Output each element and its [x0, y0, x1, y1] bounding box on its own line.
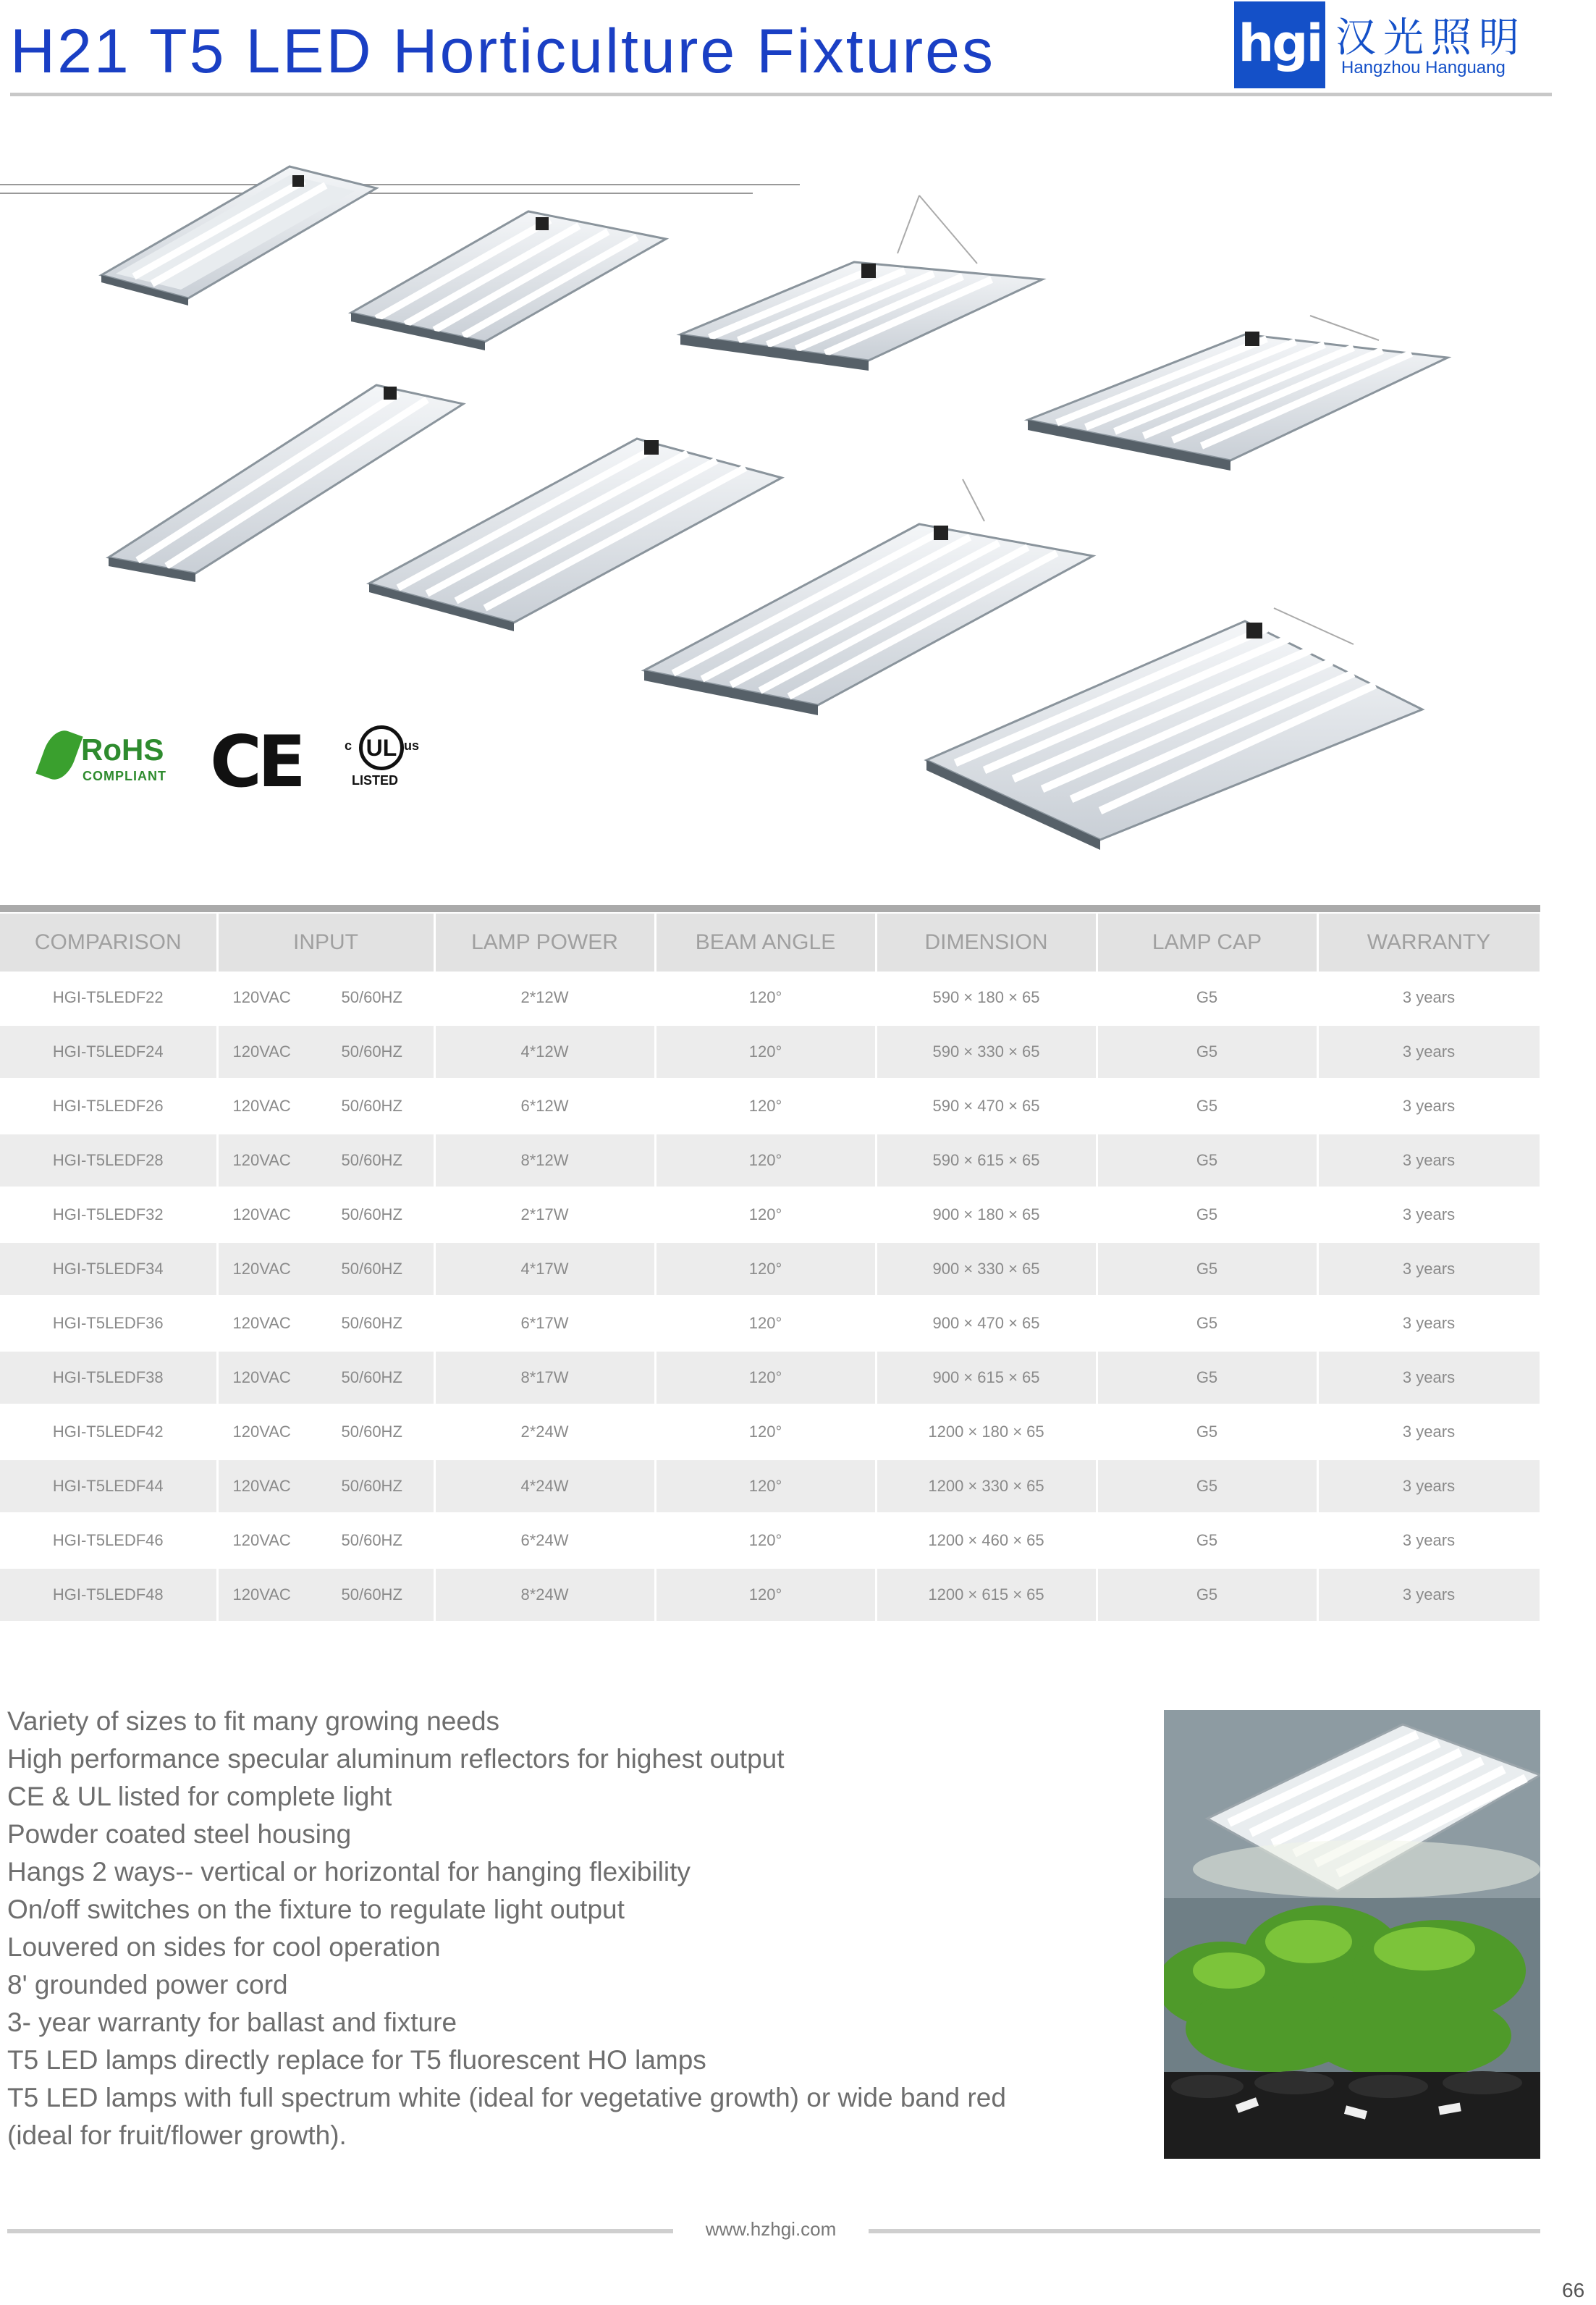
lamp-cap-cell: G5 [1097, 1242, 1317, 1297]
feature-item: 3- year warranty for ballast and fixture [7, 2007, 457, 2037]
input-frequency: 50/60HZ [341, 1531, 402, 1549]
lamp-power-cell: 4*12W [434, 1025, 655, 1079]
feature-item: On/off switches on the fixture to regulate light output [7, 1895, 625, 1924]
dimension-cell: 1200 × 330 × 65 [876, 1459, 1097, 1514]
warranty-cell: 3 years [1317, 1242, 1540, 1297]
grow-room-photo [1164, 1710, 1540, 2159]
warranty-cell: 3 years [1317, 1514, 1540, 1568]
logo-mark: hgi [1234, 1, 1325, 88]
fixture-4-lamp-long [369, 439, 782, 631]
input-cell [217, 972, 434, 1025]
dimension-cell: 1200 × 180 × 65 [876, 1405, 1097, 1459]
dimension-cell: 900 × 615 × 65 [876, 1351, 1097, 1405]
warranty-cell: 3 years [1317, 1351, 1540, 1405]
lamp-power-cell: 8*24W [434, 1568, 655, 1622]
input-voltage: 120VAC [232, 1585, 291, 1604]
header-beam-angle: BEAM ANGLE [655, 914, 876, 972]
table-row [0, 1297, 1540, 1351]
warranty-cell: 3 years [1317, 1459, 1540, 1514]
feature-item: Hangs 2 ways-- vertical or horizontal for hanging flexibility [7, 1857, 691, 1887]
input-voltage: 120VAC [232, 1260, 291, 1278]
dimension-cell: 590 × 470 × 65 [876, 1079, 1097, 1134]
input-frequency: 50/60HZ [341, 1423, 402, 1441]
input-voltage: 120VAC [232, 988, 291, 1006]
input-cell [217, 1297, 434, 1351]
warranty-cell: 3 years [1317, 1568, 1540, 1622]
table-row [0, 1134, 1540, 1188]
feature-item: (ideal for fruit/flower growth). [7, 2120, 347, 2150]
fixture-6-lamp [680, 195, 1042, 371]
dimension-cell: 590 × 180 × 65 [876, 972, 1097, 1025]
lamp-power-cell: 6*17W [434, 1297, 655, 1351]
beam-angle-cell: 120° [655, 1134, 876, 1188]
lamp-cap-cell: G5 [1097, 1459, 1317, 1514]
table-divider [0, 905, 1540, 912]
rohs-sublabel: COMPLIANT [83, 769, 166, 783]
page-number: 66 [1562, 2279, 1585, 2301]
lamp-power-cell: 6*24W [434, 1514, 655, 1568]
fixture-2-lamp [101, 167, 376, 305]
beam-angle-cell: 120° [655, 1242, 876, 1297]
input-voltage: 120VAC [232, 1423, 291, 1441]
input-voltage: 120VAC [232, 1314, 291, 1332]
feature-item: CE & UL listed for complete light [7, 1782, 392, 1811]
table-row [0, 1351, 1540, 1405]
feature-item: T5 LED lamps with full spectrum white (ideal for vegetative growth) or wide band red [7, 2083, 1006, 2112]
lamp-cap-cell: G5 [1097, 1188, 1317, 1242]
model-cell: HGI-T5LEDF28 [0, 1134, 217, 1188]
lamp-cap-cell: G5 [1097, 1568, 1317, 1622]
header-dimension: DIMENSION [876, 914, 1097, 972]
ul-listed-label: LISTED [352, 773, 399, 788]
input-cell [217, 1025, 434, 1079]
warranty-cell: 3 years [1317, 972, 1540, 1025]
input-cell [217, 1459, 434, 1514]
warranty-cell: 3 years [1317, 1297, 1540, 1351]
beam-angle-cell: 120° [655, 1459, 876, 1514]
lamp-cap-cell: G5 [1097, 1134, 1317, 1188]
input-cell [217, 1568, 434, 1622]
lamp-cap-cell: G5 [1097, 1079, 1317, 1134]
beam-angle-cell: 120° [655, 1405, 876, 1459]
dimension-cell: 590 × 615 × 65 [876, 1134, 1097, 1188]
input-frequency: 50/60HZ [341, 1205, 402, 1223]
dimension-cell: 590 × 330 × 65 [876, 1025, 1097, 1079]
input-cell [217, 1405, 434, 1459]
dimension-cell: 1200 × 615 × 65 [876, 1568, 1097, 1622]
feature-item: 8' grounded power cord [7, 1970, 288, 2000]
feature-item: Variety of sizes to fit many growing needs [7, 1706, 500, 1736]
ul-listed-mark [342, 725, 421, 791]
model-cell: HGI-T5LEDF48 [0, 1568, 217, 1622]
feature-item: T5 LED lamps directly replace for T5 fluorescent HO lamps [7, 2045, 706, 2075]
table-row [0, 972, 1540, 1025]
feature-item: Powder coated steel housing [7, 1819, 352, 1849]
input-voltage: 120VAC [232, 1477, 291, 1495]
input-voltage: 120VAC [232, 1205, 291, 1223]
feature-item: Louvered on sides for cool operation [7, 1932, 441, 1962]
ul-c-label: c [345, 738, 352, 753]
features-list [7, 1703, 1136, 2154]
model-cell: HGI-T5LEDF24 [0, 1025, 217, 1079]
input-frequency: 50/60HZ [341, 1368, 402, 1386]
input-voltage: 120VAC [232, 1042, 291, 1061]
input-frequency: 50/60HZ [341, 1585, 402, 1604]
beam-angle-cell: 120° [655, 1568, 876, 1622]
dimension-cell: 900 × 330 × 65 [876, 1242, 1097, 1297]
beam-angle-cell: 120° [655, 1025, 876, 1079]
dimension-cell: 1200 × 460 × 65 [876, 1514, 1097, 1568]
model-cell: HGI-T5LEDF46 [0, 1514, 217, 1568]
model-cell: HGI-T5LEDF36 [0, 1297, 217, 1351]
feature-item: High performance specular aluminum reflectors for highest output [7, 1744, 785, 1774]
dimension-cell: 900 × 470 × 65 [876, 1297, 1097, 1351]
footer-url[interactable]: www.hzhgi.com [705, 2218, 837, 2240]
leaf-icon [35, 726, 83, 785]
ul-logo: UL [359, 725, 404, 770]
warranty-cell: 3 years [1317, 1079, 1540, 1134]
lamp-cap-cell: G5 [1097, 1025, 1317, 1079]
input-frequency: 50/60HZ [341, 1260, 402, 1278]
table-row [0, 1568, 1540, 1622]
footer-rule-left [7, 2229, 673, 2233]
lamp-cap-cell: G5 [1097, 1405, 1317, 1459]
beam-angle-cell: 120° [655, 1079, 876, 1134]
input-frequency: 50/60HZ [341, 988, 402, 1006]
lamp-power-cell: 4*24W [434, 1459, 655, 1514]
input-frequency: 50/60HZ [341, 1042, 402, 1061]
input-voltage: 120VAC [232, 1531, 291, 1549]
lamp-cap-cell: G5 [1097, 972, 1317, 1025]
ul-us-label: us [404, 738, 420, 753]
header-comparison: COMPARISON [0, 914, 217, 972]
table-header-row [0, 914, 1540, 972]
brand-logo [1234, 0, 1527, 88]
beam-angle-cell: 120° [655, 1188, 876, 1242]
table-row [0, 1188, 1540, 1242]
logo-chinese-name: 汉光照明 [1335, 14, 1527, 62]
input-frequency: 50/60HZ [341, 1477, 402, 1495]
beam-angle-cell: 120° [655, 1297, 876, 1351]
table-row [0, 1405, 1540, 1459]
page-title: H21 T5 LED Horticulture Fixtures [10, 17, 995, 86]
rohs-label: RoHS [81, 733, 164, 767]
input-cell [217, 1242, 434, 1297]
model-cell: HGI-T5LEDF22 [0, 972, 217, 1025]
input-cell [217, 1188, 434, 1242]
spec-table [0, 914, 1542, 1623]
model-cell: HGI-T5LEDF34 [0, 1242, 217, 1297]
header-lamp-cap: LAMP CAP [1097, 914, 1317, 972]
lamp-cap-cell: G5 [1097, 1514, 1317, 1568]
input-cell [217, 1514, 434, 1568]
beam-angle-cell: 120° [655, 1514, 876, 1568]
footer-rule-right [869, 2229, 1540, 2233]
lamp-power-cell: 4*17W [434, 1242, 655, 1297]
input-cell [217, 1134, 434, 1188]
input-cell [217, 1351, 434, 1405]
fixture-4-lamp [351, 211, 666, 350]
header-warranty: WARRANTY [1317, 914, 1540, 972]
lamp-power-cell: 2*17W [434, 1188, 655, 1242]
input-voltage: 120VAC [232, 1097, 291, 1115]
ce-mark: CE [210, 721, 302, 804]
dimension-cell: 900 × 180 × 65 [876, 1188, 1097, 1242]
lamp-power-cell: 8*12W [434, 1134, 655, 1188]
lamp-power-cell: 2*24W [434, 1405, 655, 1459]
table-row [0, 1514, 1540, 1568]
table-row [0, 1079, 1540, 1134]
model-cell: HGI-T5LEDF26 [0, 1079, 217, 1134]
lamp-power-cell: 8*17W [434, 1351, 655, 1405]
lamp-cap-cell: G5 [1097, 1297, 1317, 1351]
lamp-power-cell: 2*12W [434, 972, 655, 1025]
warranty-cell: 3 years [1317, 1405, 1540, 1459]
input-frequency: 50/60HZ [341, 1151, 402, 1169]
header-input: INPUT [217, 914, 434, 972]
header-lamp-power: LAMP POWER [434, 914, 655, 972]
lamp-cap-cell: G5 [1097, 1351, 1317, 1405]
table-row [0, 1242, 1540, 1297]
input-cell [217, 1079, 434, 1134]
input-frequency: 50/60HZ [341, 1314, 402, 1332]
input-voltage: 120VAC [232, 1368, 291, 1386]
warranty-cell: 3 years [1317, 1025, 1540, 1079]
warranty-cell: 3 years [1317, 1188, 1540, 1242]
warranty-cell: 3 years [1317, 1134, 1540, 1188]
model-cell: HGI-T5LEDF32 [0, 1188, 217, 1242]
table-row [0, 1025, 1540, 1079]
beam-angle-cell: 120° [655, 972, 876, 1025]
fixture-8-lamp [1028, 316, 1448, 471]
fixture-2-lamp-long [109, 385, 463, 582]
beam-angle-cell: 120° [655, 1351, 876, 1405]
fixture-8-lamp-long [926, 608, 1422, 850]
rohs-badge [43, 724, 188, 789]
model-cell: HGI-T5LEDF38 [0, 1351, 217, 1405]
title-divider [10, 93, 1552, 96]
table-row [0, 1459, 1540, 1514]
input-voltage: 120VAC [232, 1151, 291, 1169]
model-cell: HGI-T5LEDF44 [0, 1459, 217, 1514]
input-frequency: 50/60HZ [341, 1097, 402, 1115]
logo-english-name: Hangzhou Hanguang [1341, 58, 1506, 77]
model-cell: HGI-T5LEDF42 [0, 1405, 217, 1459]
lamp-power-cell: 6*12W [434, 1079, 655, 1134]
